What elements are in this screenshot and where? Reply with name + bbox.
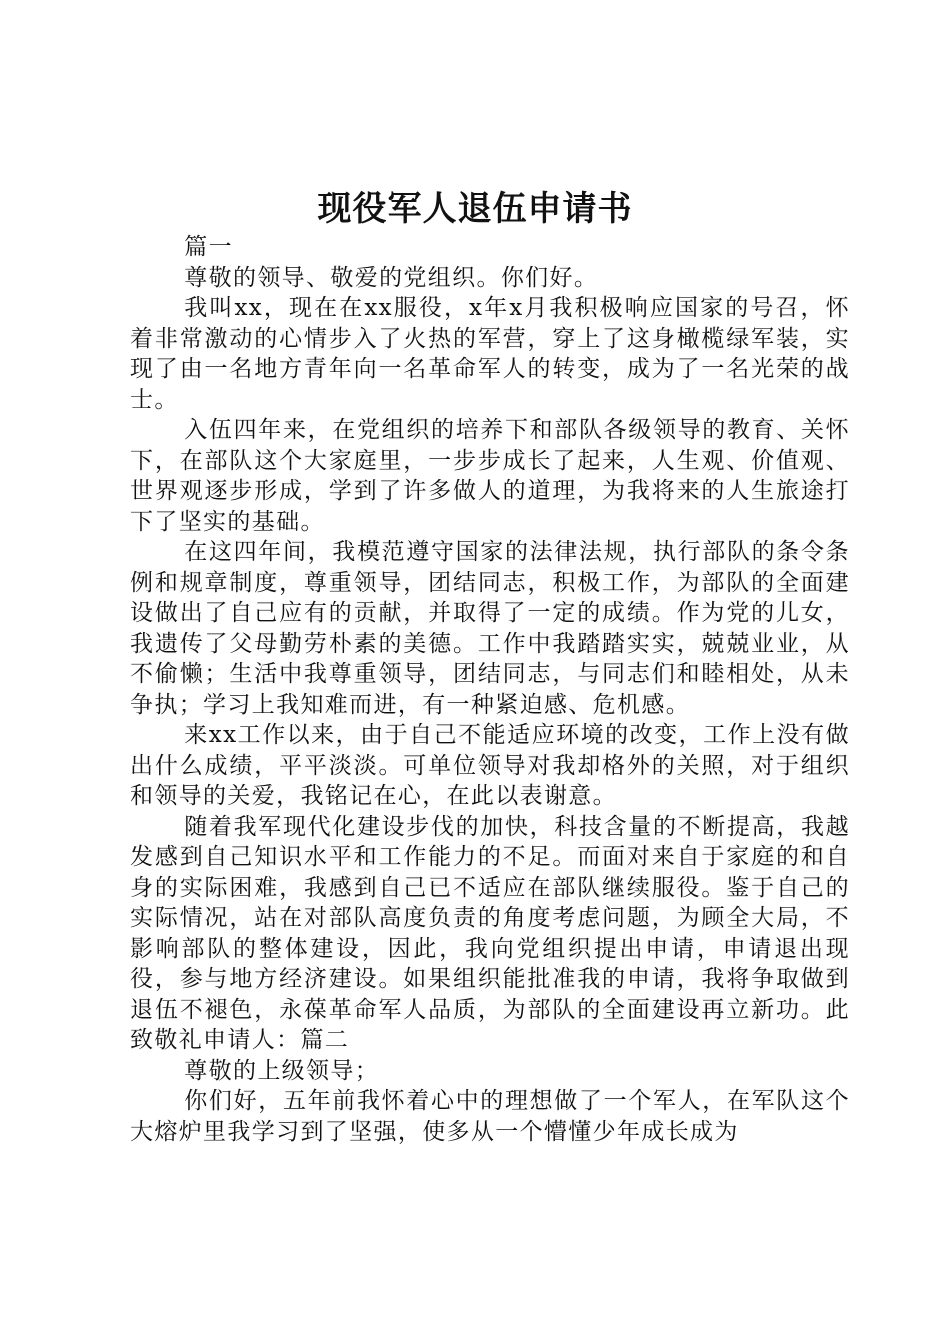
section-heading-1: 篇一 — [184, 234, 233, 260]
document-title: 现役军人退伍申请书 — [317, 189, 633, 229]
salutation-paragraph: 尊敬的领导、敬爱的党组织。你们好。 — [184, 264, 599, 291]
body-paragraph: 随着我军现代化建设步伐的加快，科技含量的不断提高，我越发感到自己知识水平和工作能力的不足。而面对来自于家庭的和自身的实际困难，我感到自己已不适应在部队继续服役。鉴于自己的实际情况，站在对部队高度负责的角度考虑问题，为顾全大局，不影响部队的整体建设，因此，我向党组织提出申请，申请退出现役，参与地方经济建设。如果组织能批准我的申请，我将争取做到退伍不褪色，永葆革命军人品质，为部队的全面建设再立新功。此致敬礼申请人：篇二 — [130, 813, 850, 1053]
body-paragraph: 你们好，五年前我怀着心中的理想做了一个军人，在军队这个大熔炉里我学习到了坚强，使多从一个懵懂少年成长成为 — [130, 1088, 850, 1145]
body-paragraph: 我叫xx，现在在xx服役，x年x月我积极响应国家的号召，怀着非常激动的心情步入了火热的军营，穿上了这身橄榄绿军装，实现了由一名地方青年向一名革命军人的转变，成为了一名光荣的战士。 — [130, 295, 850, 413]
body-paragraph: 来xx工作以来，由于自己不能适应环境的改变，工作上没有做出什么成绩，平平淡淡。可单位领导对我却格外的关照，对于组织和领导的关爱，我铭记在心，在此以表谢意。 — [130, 722, 850, 809]
body-paragraph: 在这四年间，我模范遵守国家的法律法规，执行部队的条令条例和规章制度，尊重领导，团结同志，积极工作，为部队的全面建设做出了自己应有的贡献，并取得了一定的成绩。作为党的儿女，我遗传了父母勤劳朴素的美德。工作中我踏踏实实，兢兢业业，从不偷懒；生活中我尊重领导，团结同志，与同志们和睦相处，从未争执；学习上我知难而进，有一种紧迫感、危机感。 — [130, 539, 850, 718]
document-body — [130, 232, 850, 1147]
body-paragraph: 入伍四年来，在党组织的培养下和部队各级领导的教育、关怀下，在部队这个大家庭里，一步步成长了起来，人生观、价值观、世界观逐步形成，学到了许多做人的道理，为我将来的人生旅途打下了坚实的基础。 — [130, 417, 850, 535]
salutation-paragraph-2: 尊敬的上级领导； — [184, 1057, 380, 1084]
